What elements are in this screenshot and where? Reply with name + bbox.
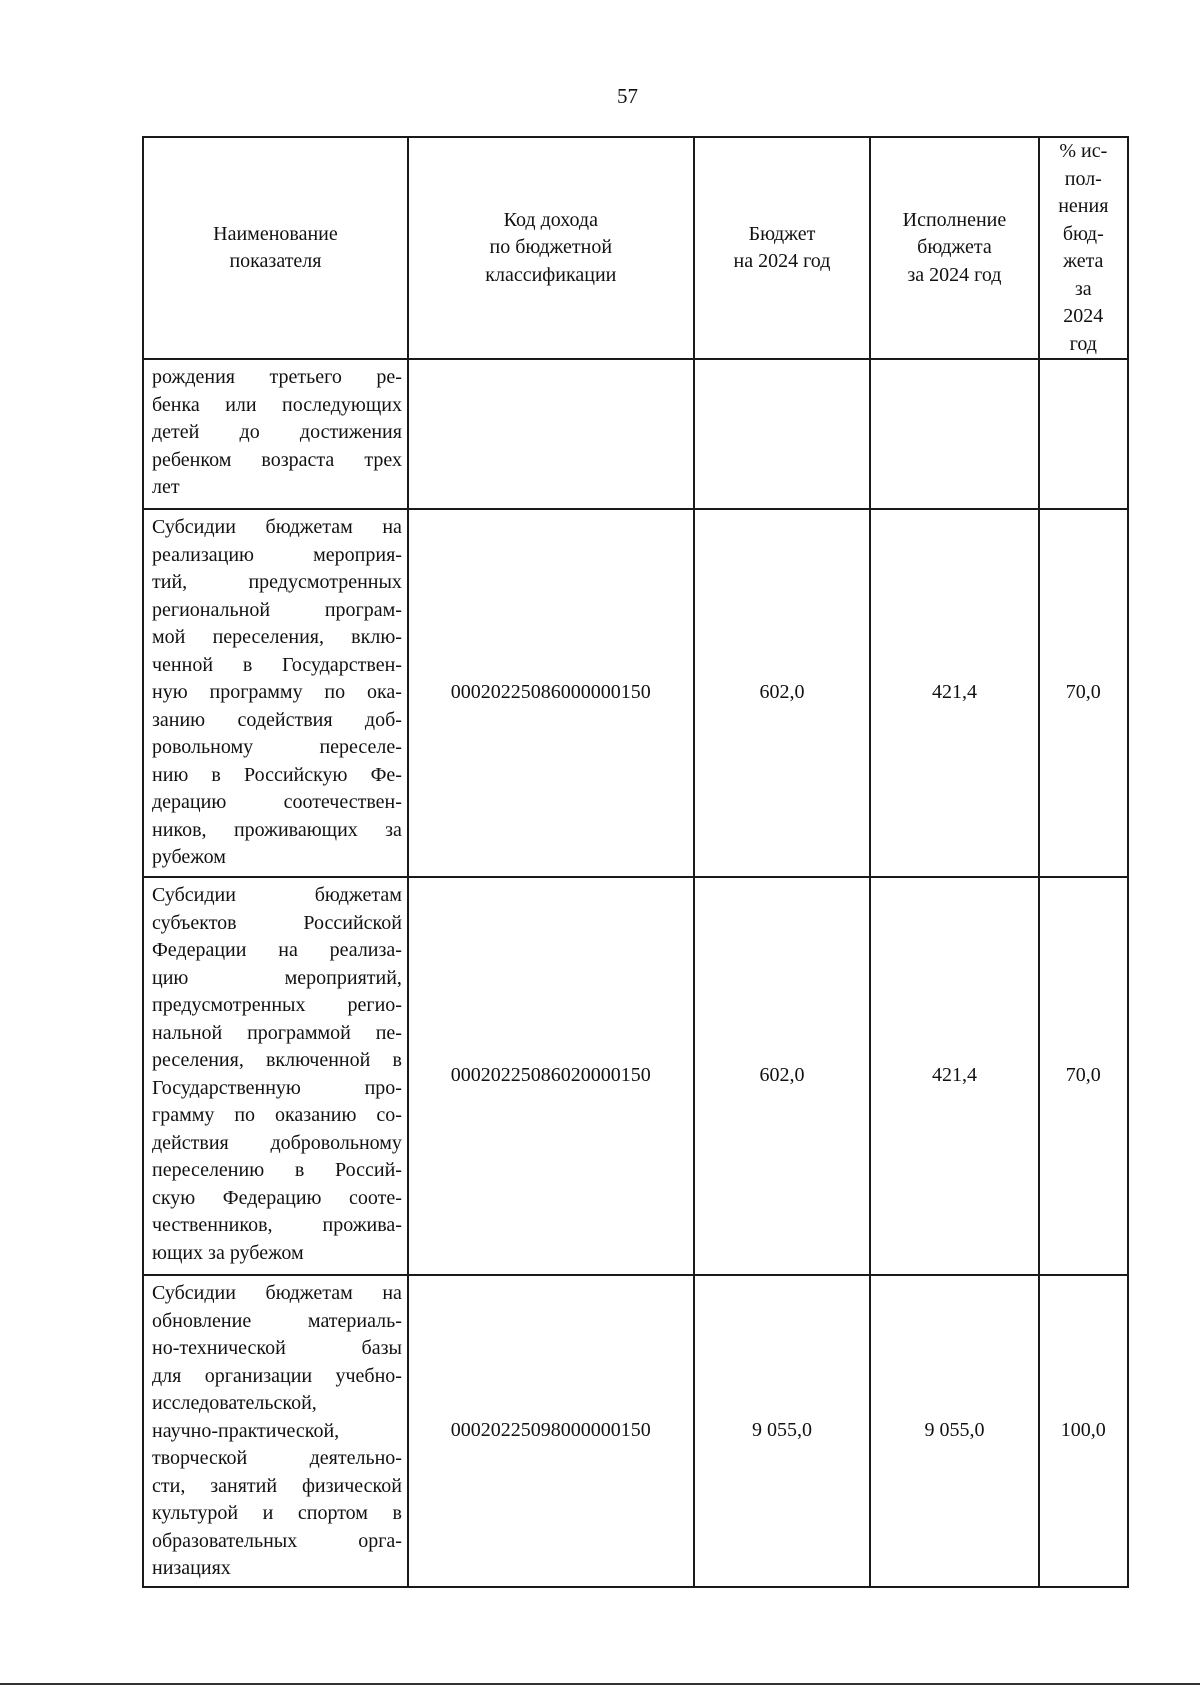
indicator-name: рождения третьего ре- бенка или последующих детей до достижения ребенком возраста трех лет bbox=[143, 359, 408, 509]
execution-value bbox=[870, 359, 1038, 509]
execution-percent: 70,0 bbox=[1039, 877, 1128, 1275]
execution-percent: 70,0 bbox=[1039, 509, 1128, 877]
revenue-code: 00020225086020000150 bbox=[408, 877, 694, 1275]
revenue-code: 00020225086000000150 bbox=[408, 509, 694, 877]
table-row bbox=[143, 877, 1128, 1275]
header-revenue-code: Код дохода по бюджетной классификации bbox=[408, 137, 694, 359]
table-header-row bbox=[143, 137, 1128, 359]
execution-value: 9 055,0 bbox=[870, 1275, 1038, 1587]
header-execution-percent: % ис- пол- нения бюд- жета за 2024 год bbox=[1039, 137, 1128, 359]
revenue-code: 00020225098000000150 bbox=[408, 1275, 694, 1587]
budget-value: 602,0 bbox=[694, 877, 871, 1275]
header-indicator-name: Наименование показателя bbox=[143, 137, 408, 359]
indicator-name: Субсидии бюджетам субъектов Российской Федерации на реализа- цию мероприятий, предусмотренных регио- нальной программой пе- реселения, включенной в Государственную про- грамму по оказанию со- действия добровольному переселению в Россий- скую Федерацию сооте- чественников, прожива- ющих за рубежом bbox=[143, 877, 408, 1275]
execution-value: 421,4 bbox=[870, 509, 1038, 877]
page-number: 57 bbox=[617, 84, 638, 108]
indicator-name: Субсидии бюджетам на обновление материаль- но-технической базы для организации учебно- исследовательской, научно-практической, творческой деятельно- сти, занятий физической культурой и спортом в образовательных орга- низациях bbox=[143, 1275, 408, 1587]
indicator-name: Субсидии бюджетам на реализацию мероприя- тий, предусмотренных региональной програм- мой переселения, вклю- ченной в Государствен- ную программу по ока- занию содействия доб- ровольному переселе- нию в Российскую Фе- дерацию соотечествен- ников, проживающих за рубежом bbox=[143, 509, 408, 877]
table-row bbox=[143, 509, 1128, 877]
table-row bbox=[143, 359, 1128, 509]
budget-value bbox=[694, 359, 871, 509]
execution-percent bbox=[1039, 359, 1128, 509]
budget-value: 9 055,0 bbox=[694, 1275, 871, 1587]
budget-value: 602,0 bbox=[694, 509, 871, 877]
bottom-divider bbox=[0, 1683, 1200, 1685]
execution-value: 421,4 bbox=[870, 877, 1038, 1275]
header-execution-2024: Исполнение бюджета за 2024 год bbox=[870, 137, 1038, 359]
execution-percent: 100,0 bbox=[1039, 1275, 1128, 1587]
header-budget-2024: Бюджет на 2024 год bbox=[694, 137, 871, 359]
revenue-code bbox=[408, 359, 694, 509]
budget-revenue-table bbox=[142, 136, 1129, 1588]
table-row bbox=[143, 1275, 1128, 1587]
